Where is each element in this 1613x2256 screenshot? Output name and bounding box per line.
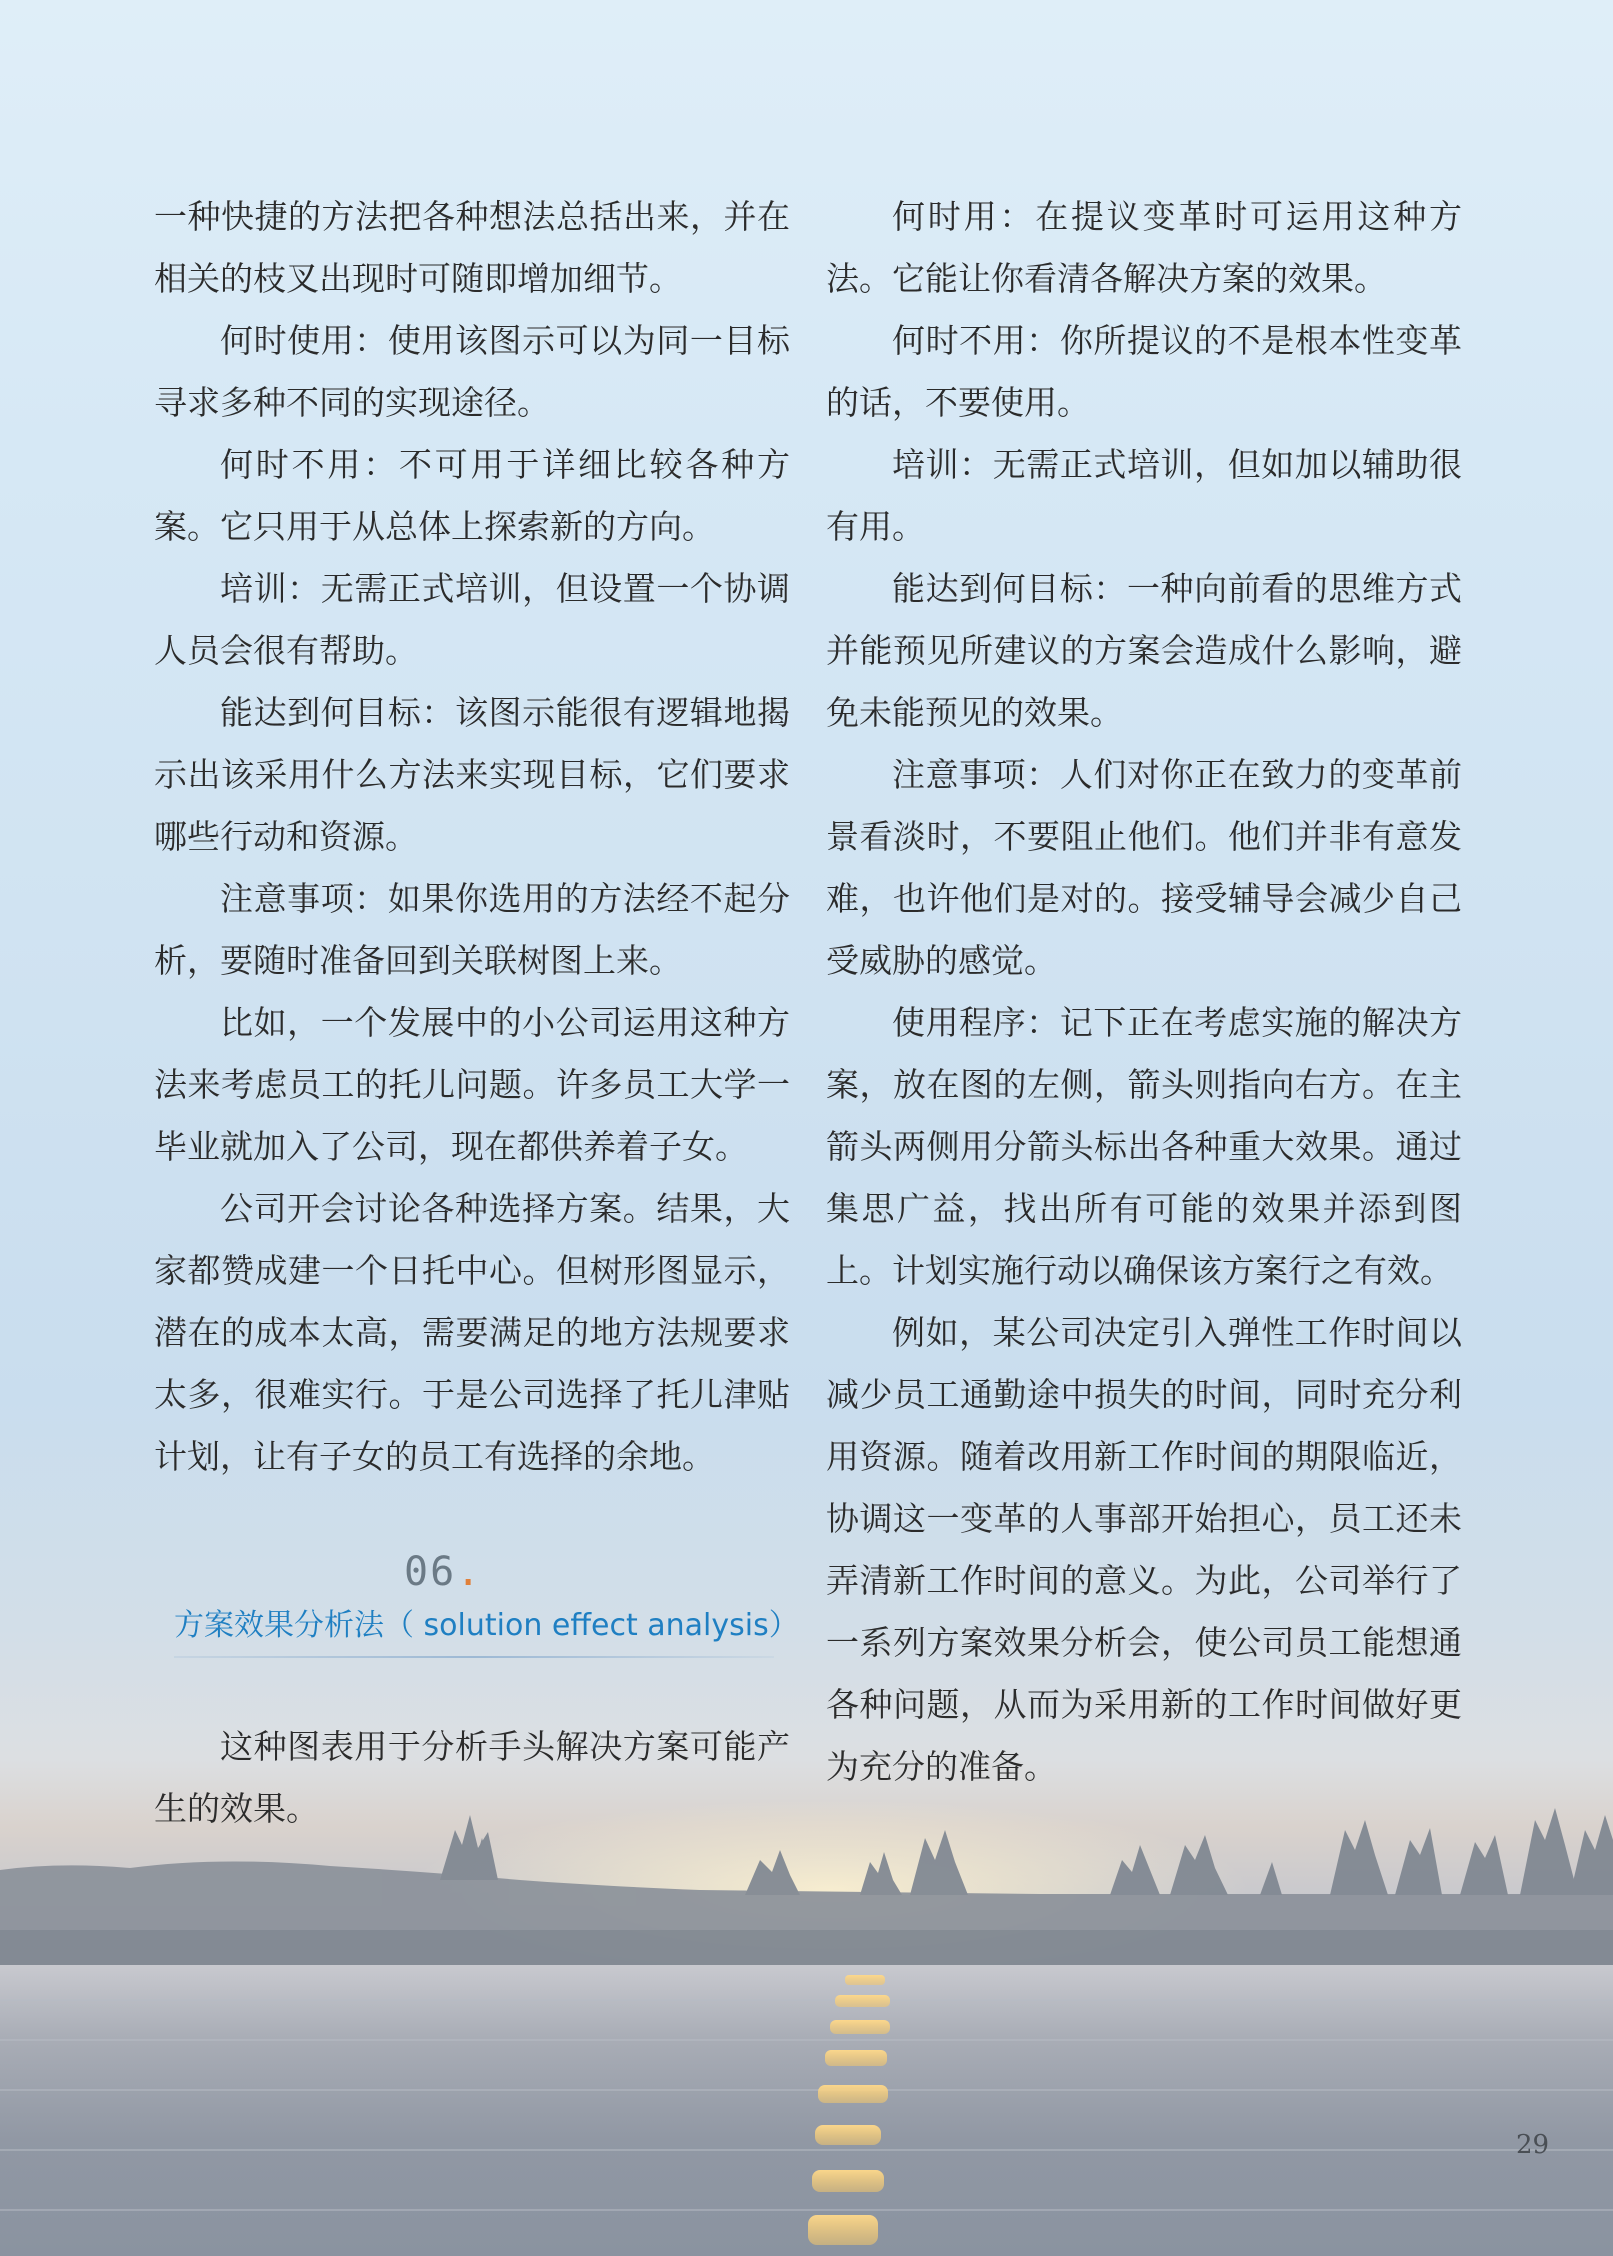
paragraph: 培训：无需正式培训，但设置一个协调人员会很有帮助。: [154, 569, 790, 670]
paragraph: 比如，一个发展中的小公司运用这种方法来考虑员工的托儿问题。许多员工大学一毕业就加入了公司，现在都供养着子女。: [154, 1003, 790, 1166]
section-number: [404, 1548, 482, 1596]
paragraph: 例如，某公司决定引入弹性工作时间以减少员工通勤途中损失的时间，同时充分利用资源。随着改用新工作时间的期限临近，协调这一变革的人事部开始担心，员工还未弄清新工作时间的意义。为此，公司举行了一系列方案效果分析会，使公司员工能想通各种问题，从而为采用新的工作时间做好更为充分的准备。: [826, 1313, 1462, 1786]
paragraph: 注意事项：如果你选用的方法经不起分析，要随时准备回到关联树图上来。: [154, 879, 790, 980]
page-number: 29: [1516, 2130, 1550, 2160]
section-number-dot: .: [456, 1549, 483, 1595]
paragraph: 能达到何目标：一种向前看的思维方式并能预见所建议的方案会造成什么影响，避免未能预见的效果。: [826, 569, 1462, 732]
paragraph: 一种快捷的方法把各种想法总括出来，并在相关的枝叉出现时可随即增加细节。: [154, 197, 790, 298]
section-divider: [174, 1656, 774, 1658]
paragraph: 何时不用：不可用于详细比较各种方案。它只用于从总体上探索新的方向。: [154, 445, 790, 546]
paragraph: 培训：无需正式培训，但如加以辅助很有用。: [826, 445, 1462, 546]
left-text-column: [154, 186, 799, 1840]
right-text-column: [826, 186, 1462, 1798]
paragraph: 注意事项：人们对你正在致力的变革前景看淡时，不要阻止他们。他们并非有意发难，也许他们是对的。接受辅导会减少自己受威胁的感觉。: [826, 755, 1462, 980]
paragraph: 何时不用：你所提议的不是根本性变革的话，不要使用。: [826, 321, 1462, 422]
paragraph: 何时使用：使用该图示可以为同一目标寻求多种不同的实现途径。: [154, 321, 790, 422]
paragraph: 使用程序：记下正在考虑实施的解决方案，放在图的左侧，箭头则指向右方。在主箭头两侧用分箭头标出各种重大效果。通过集思广益，找出所有可能的效果并添到图上。计划实施行动以确保该方案行之有效。: [826, 1003, 1462, 1290]
section-number-digits: 06: [404, 1549, 457, 1595]
paragraph: 这种图表用于分析手头解决方案可能产生的效果。: [154, 1727, 790, 1828]
section-title: 方案效果分析法（ solution effect analysis）: [174, 1608, 799, 1643]
section-heading: [154, 1548, 799, 1716]
lake-water: [0, 1965, 1613, 2256]
paragraph: 公司开会讨论各种选择方案。结果，大家都赞成建一个日托中心。但树形图显示，潜在的成本太高，需要满足的地方法规要求太多，很难实行。于是公司选择了托儿津贴计划，让有子女的员工有选择的余地。: [154, 1189, 790, 1476]
paragraph: 能达到何目标：该图示能很有逻辑地揭示出该采用什么方法来实现目标，它们要求哪些行动和资源。: [154, 693, 790, 856]
paragraph: 何时用：在提议变革时可运用这种方法。它能让你看清各解决方案的效果。: [826, 197, 1462, 298]
